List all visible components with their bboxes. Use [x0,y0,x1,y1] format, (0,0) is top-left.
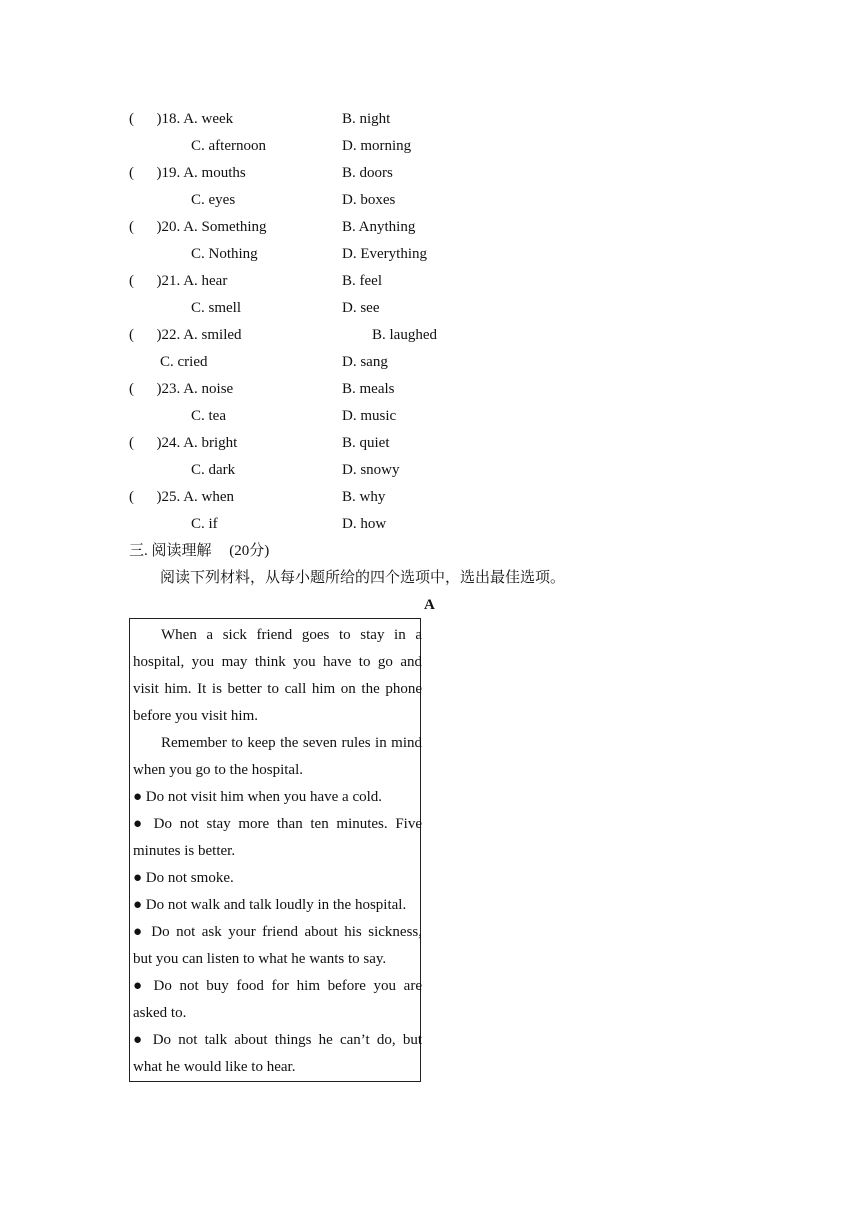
option-d: D. how [342,516,387,532]
answer-blank[interactable]: ( ) [129,273,162,289]
question-number-dot: . [176,489,181,505]
rule-item: ● Do not talk about things he can’t do, but [133,1032,422,1048]
option-c: C. tea [191,408,226,424]
rule-item: ● Do not smoke. [133,870,234,886]
option-a: A. noise [183,381,234,397]
question-25-row [129,488,234,506]
option-b: B. meals [342,381,395,397]
rule-item-continued: but you can listen to what he wants to say. [133,951,387,967]
option-d: D. Everything [342,246,427,262]
passage-label: A [424,597,435,613]
answer-blank[interactable]: ( ) [129,327,162,343]
option-d: D. music [342,408,397,424]
option-c: C. Nothing [191,246,258,262]
rule-item-continued: minutes is better. [133,843,236,859]
option-b: B. quiet [342,435,390,451]
question-number-dot: . [176,111,181,127]
rule-item: ● Do not visit him when you have a cold. [133,789,383,805]
passage-line: When a sick friend goes to stay in a [161,627,422,643]
passage-line: visit him. It is better to call him on the phone [133,681,422,697]
rule-item-continued: what he would like to hear. [133,1059,296,1075]
option-b: B. laughed [372,327,437,343]
question-24-row [129,434,237,452]
option-b: B. Anything [342,219,416,235]
rule-item: ● Do not walk and talk loudly in the hospital. [133,897,407,913]
question-23-row [129,380,233,398]
question-number-dot: . [176,435,181,451]
answer-blank[interactable]: ( ) [129,111,162,127]
option-c: C. eyes [191,192,236,208]
option-a: A. when [183,489,235,505]
rule-list [133,784,422,1081]
question-number: 23 [161,381,177,397]
answer-blank[interactable]: ( ) [129,219,162,235]
question-number-dot: . [176,273,181,289]
passage-paragraph-2 [133,730,422,784]
question-20-row [129,218,267,236]
question-21-row [129,272,227,290]
option-a: A. week [183,111,234,127]
option-a: A. Something [183,219,267,235]
option-b: B. why [342,489,386,505]
option-b: B. feel [342,273,382,289]
rule-item-continued: asked to. [133,1005,187,1021]
answer-blank[interactable]: ( ) [129,381,162,397]
option-a: A. smiled [183,327,242,343]
option-c: C. smell [191,300,242,316]
passage-paragraph-1 [133,622,422,730]
question-number: 18 [161,111,177,127]
question-number: 19 [161,165,177,181]
question-number: 22 [161,327,177,343]
question-number: 25 [161,489,177,505]
question-number-dot: . [176,381,181,397]
question-number: 24 [161,435,177,451]
option-a: A. hear [183,273,228,289]
section-title: 三. 阅读理解 [129,543,212,559]
option-c: C. if [191,516,218,532]
option-d: D. boxes [342,192,396,208]
option-c: C. cried [160,354,208,370]
passage-line: before you visit him. [133,708,258,724]
option-d: D. snowy [342,462,400,478]
option-a: A. mouths [183,165,246,181]
rule-item: ● Do not stay more than ten minutes. Five [133,816,422,832]
option-d: D. morning [342,138,412,154]
question-22-row [129,326,242,344]
rule-item: ● Do not buy food for him before you are [133,978,422,994]
option-b: B. doors [342,165,393,181]
passage-line: hospital, you may think you have to go and [133,654,422,670]
option-b: B. night [342,111,391,127]
section-instruction: 阅读下列材料，从每小题所给的四个选项中，选出最佳选项。 [160,570,566,586]
option-a: A. bright [183,435,238,451]
answer-blank[interactable]: ( ) [129,435,162,451]
section-heading [129,542,269,560]
passage-line: Remember to keep the seven rules in mind [161,735,422,751]
question-number: 20 [161,219,177,235]
option-c: C. dark [191,462,236,478]
option-d: D. see [342,300,380,316]
passage-box [129,618,421,1082]
question-18-row [129,110,233,128]
question-number-dot: . [176,165,181,181]
question-number-dot: . [176,327,181,343]
option-d: D. sang [342,354,388,370]
passage-line: when you go to the hospital. [133,762,303,778]
question-19-row [129,164,246,182]
answer-blank[interactable]: ( ) [129,489,162,505]
option-c: C. afternoon [191,138,266,154]
rule-item: ● Do not ask your friend about his sickness, [133,924,422,940]
question-number: 21 [161,273,177,289]
answer-blank[interactable]: ( ) [129,165,162,181]
section-points: (20分) [229,543,270,559]
question-number-dot: . [176,219,181,235]
